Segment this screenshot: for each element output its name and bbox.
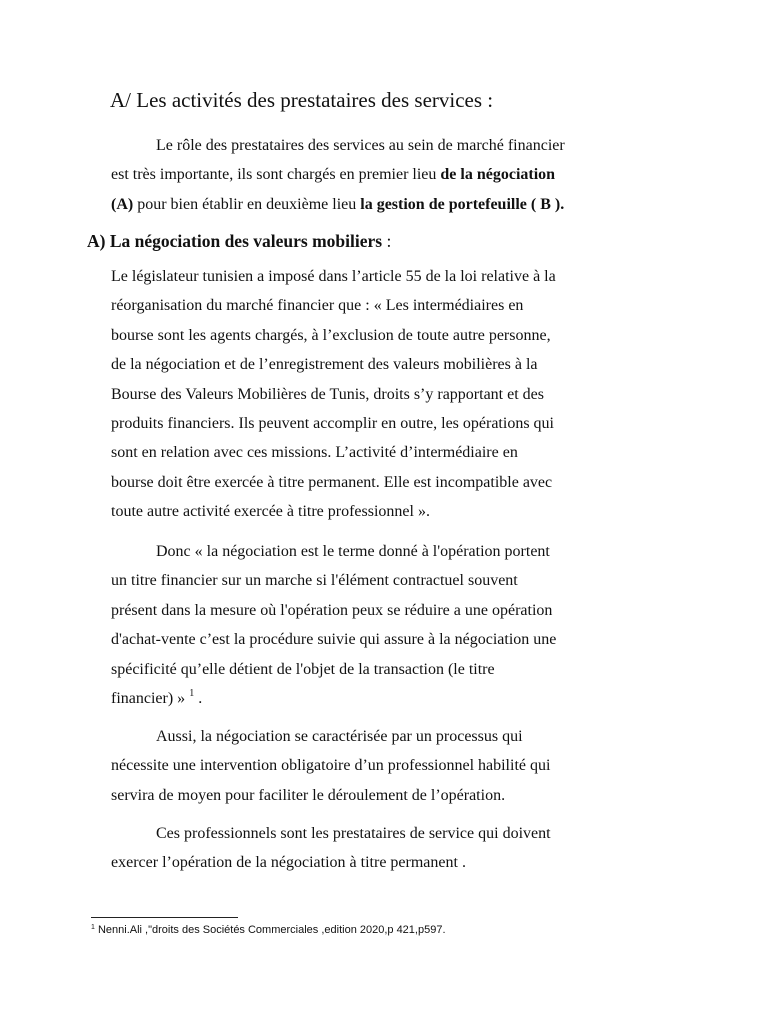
intro-bold-b: ( B ).	[526, 195, 565, 213]
ces-paragraph	[111, 819, 551, 878]
aussi-paragraph	[111, 722, 550, 810]
subsection-title: La négociation des valeurs mobiliers	[109, 231, 383, 251]
intro-bold-gestion: la gestion de portefeuille	[360, 195, 527, 213]
intro-line-2-text: est très importante, ils sont chargés en premier lieu	[111, 166, 441, 184]
quote-line: réorganisation du marché financier que : « Les intermédiaires en	[111, 297, 524, 315]
quote-paragraph	[111, 262, 556, 527]
aussi-line: Aussi, la négociation se caractérisée par un processus qui	[156, 728, 523, 745]
intro-line-3-text: pour bien établir en deuxième lieu	[133, 195, 361, 213]
intro-paragraph	[111, 131, 565, 219]
quote-line: de la négociation et de l’enregistrement des valeurs mobilières à la	[111, 356, 538, 374]
donc-line: présent dans la mesure où l'opération peux se réduire a une opération	[111, 601, 553, 619]
donc-paragraph	[111, 537, 556, 713]
ces-line: exercer l’opération de la négociation à titre permanent .	[111, 854, 466, 872]
donc-last-text: financier) »	[111, 690, 190, 708]
aussi-line: nécessite une intervention obligatoire d’un professionnel habilité qui	[111, 757, 551, 775]
quote-line: produits financiers. Ils peuvent accomplir en outre, les opérations qui	[111, 415, 554, 433]
intro-bold-negociation: de la négociation	[440, 166, 556, 184]
subsection-marker: A)	[87, 231, 106, 251]
donc-line: spécificité qu’elle détient de l'objet de la transaction (le titre	[111, 660, 495, 678]
quote-line: Le législateur tunisien a imposé dans l’article 55 de la loi relative à la	[111, 268, 556, 285]
donc-line: d'achat-vente c’est la procédure suivie qui assure à la négociation une	[111, 631, 557, 649]
donc-line: un titre financier sur un marche si l'élément contractuel souvent	[111, 572, 518, 590]
quote-line: Bourse des Valeurs Mobilières de Tunis, droits s’y rapportant et des	[111, 385, 544, 403]
footnote-separator	[91, 917, 238, 918]
ces-line: Ces professionnels sont les prestataires de service qui doivent	[156, 825, 551, 842]
intro-line-3	[111, 190, 565, 219]
quote-line: toute autre activité exercée à titre professionnel ».	[111, 503, 430, 521]
intro-bold-a: (A)	[111, 195, 134, 213]
donc-line: Donc « la négociation est le terme donné à l'opération portent	[156, 543, 550, 560]
intro-line-2	[111, 160, 565, 189]
aussi-line: servira de moyen pour faciliter le déroulement de l’opération.	[111, 786, 506, 804]
footnote-text: Nenni.Ali ,"droits des Sociétés Commerciales ,edition 2020,p 421,p597.	[94, 924, 446, 936]
section-heading: A/ Les activités des prestataires des services :	[110, 88, 494, 112]
subsection-colon: :	[382, 231, 392, 251]
footnote	[91, 924, 446, 936]
quote-line: sont en relation avec ces missions. L’activité d’intermédiaire en	[111, 444, 518, 462]
quote-line: bourse sont les agents chargés, à l’exclusion de toute autre personne,	[111, 326, 551, 344]
footnote-reference[interactable]: 1	[189, 688, 195, 700]
quote-line: bourse doit être exercée à titre permanent. Elle est incompatible avec	[111, 473, 553, 491]
donc-line-last	[111, 684, 556, 713]
subsection-heading	[87, 231, 391, 252]
intro-line-1: Le rôle des prestataires des services au sein de marché financier	[156, 137, 565, 154]
donc-end: .	[194, 690, 203, 708]
footnote-number: 1	[91, 924, 95, 931]
